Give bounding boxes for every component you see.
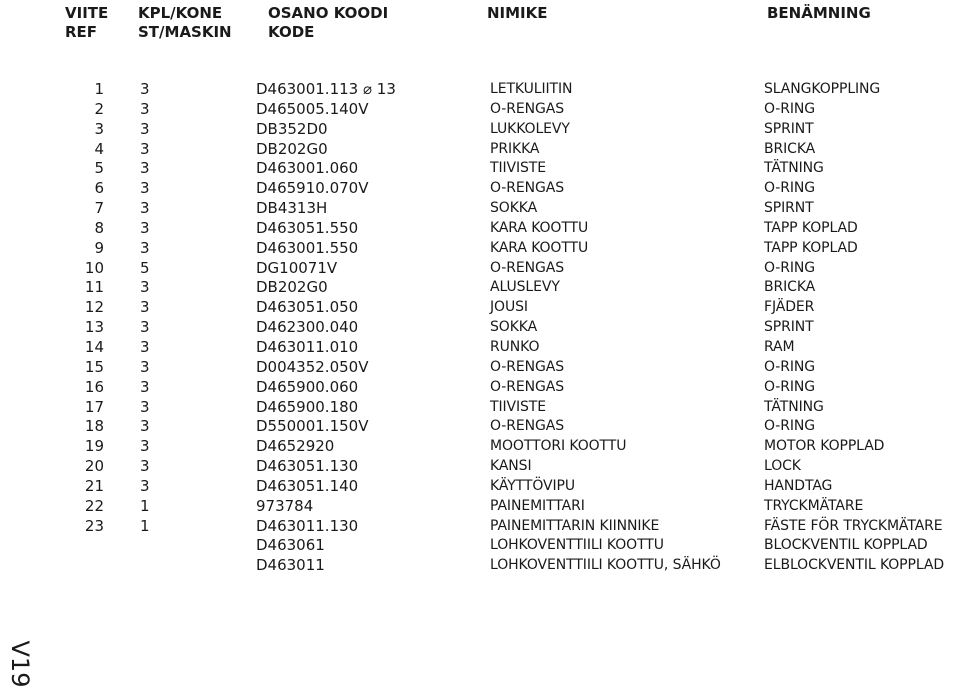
cell-benamning: TÄTNING: [764, 160, 824, 177]
header-qty-sv: ST/MASKIN: [138, 23, 232, 41]
cell-benamning: O-RING: [764, 358, 816, 375]
table-row: [0, 100, 960, 120]
cell-code: D463061: [256, 536, 325, 555]
cell-benamning: TÄTNING: [764, 398, 824, 415]
cell-name: O-RENGAS: [490, 259, 565, 276]
header-ref-en: REF: [65, 23, 98, 41]
cell-code: D465910.070V: [256, 179, 369, 198]
cell-code: DG10071V: [256, 258, 338, 277]
table-row: [0, 378, 960, 398]
table-row: [0, 417, 960, 437]
cell-name: O-RENGAS: [490, 418, 565, 435]
cell-name: PRIKKA: [490, 140, 540, 157]
table-row: [0, 437, 960, 457]
cell-benamning: BRICKA: [764, 140, 816, 157]
cell-benamning: LOCK: [764, 458, 801, 475]
cell-code: DB202G0: [256, 139, 328, 158]
cell-code: D465900.060: [256, 377, 359, 396]
cell-ref: 9: [94, 238, 104, 257]
cell-name: LETKULIITIN: [490, 81, 573, 97]
cell-qty: 3: [140, 139, 150, 158]
cell-qty: 3: [140, 457, 150, 476]
table-row: [0, 239, 960, 259]
table-row: [0, 477, 960, 497]
table-row: [0, 358, 960, 378]
cell-benamning: SLANGKOPPLING: [764, 81, 881, 97]
cell-code: D463051.050: [256, 298, 359, 317]
cell-ref: 23: [84, 516, 104, 535]
cell-benamning: SPRINT: [764, 319, 814, 336]
cell-name: JOUSI: [490, 299, 528, 316]
table-row: [0, 536, 960, 556]
cell-ref: 16: [84, 377, 104, 396]
cell-benamning: O-RING: [764, 100, 816, 117]
cell-qty: 3: [140, 298, 150, 317]
cell-qty: 1: [140, 496, 150, 515]
table-row: [0, 318, 960, 338]
page-number: V19: [6, 640, 34, 688]
cell-name: O-RENGAS: [490, 180, 565, 197]
cell-benamning: SPIRNT: [764, 200, 814, 217]
cell-name: PAINEMITTARIN KIINNIKE: [490, 517, 660, 534]
cell-ref: 12: [84, 298, 104, 317]
cell-qty: 3: [140, 377, 150, 396]
cell-benamning: FJÄDER: [764, 299, 815, 316]
cell-name: O-RENGAS: [490, 378, 565, 395]
header-qty-fi: KPL/KONE: [138, 4, 223, 22]
cell-benamning: ELBLOCKVENTIL KOPPLAD: [764, 557, 945, 574]
cell-code: D463001.113 ⌀ 13: [256, 80, 396, 98]
header-ref: [65, 4, 108, 42]
header-code: [268, 4, 388, 42]
cell-benamning: O-RING: [764, 418, 816, 435]
table-row: [0, 298, 960, 318]
cell-qty: 3: [140, 278, 150, 297]
cell-qty: 3: [140, 437, 150, 456]
cell-code: D463001.060: [256, 159, 359, 178]
cell-code: D463011.130: [256, 516, 359, 535]
cell-qty: 3: [140, 318, 150, 337]
cell-code: D465005.140V: [256, 99, 369, 118]
cell-qty: 3: [140, 99, 150, 118]
cell-code: D463051.130: [256, 457, 359, 476]
cell-code: D550001.150V: [256, 417, 369, 436]
cell-ref: 20: [84, 457, 104, 476]
header-benamning: [767, 4, 871, 23]
table-row: [0, 219, 960, 239]
cell-qty: 3: [140, 80, 150, 98]
cell-code: D4652920: [256, 437, 335, 456]
cell-code: DB352D0: [256, 119, 328, 138]
header-qty: [138, 4, 232, 42]
cell-benamning: SPRINT: [764, 120, 814, 137]
cell-name: TIIVISTE: [490, 160, 546, 177]
cell-qty: 3: [140, 357, 150, 376]
parts-table: [0, 80, 960, 576]
cell-qty: 3: [140, 179, 150, 198]
table-row: [0, 517, 960, 537]
header-code-sv: KODE: [268, 23, 315, 41]
table-row: [0, 80, 960, 100]
table-row: [0, 199, 960, 219]
cell-code: D463011.010: [256, 337, 359, 356]
cell-benamning: MOTOR KOPPLAD: [764, 438, 885, 455]
cell-benamning: TRYCKMÄTARE: [764, 497, 864, 514]
cell-ref: 4: [94, 139, 104, 158]
cell-benamning: BRICKA: [764, 279, 816, 296]
cell-name: RUNKO: [490, 338, 540, 355]
table-row: [0, 556, 960, 576]
cell-qty: 3: [140, 218, 150, 237]
cell-ref: 7: [94, 199, 104, 218]
table-row: [0, 457, 960, 477]
cell-ref: 6: [94, 179, 104, 198]
cell-benamning: TAPP KOPLAD: [764, 239, 858, 256]
cell-qty: 3: [140, 238, 150, 257]
table-row: [0, 398, 960, 418]
cell-code: D463001.550: [256, 238, 359, 257]
cell-code: D463051.550: [256, 218, 359, 237]
table-row: [0, 179, 960, 199]
cell-name: MOOTTORI KOOTTU: [490, 438, 627, 455]
cell-ref: 5: [94, 159, 104, 178]
cell-benamning: O-RING: [764, 259, 816, 276]
cell-code: DB4313H: [256, 199, 328, 218]
cell-name: KARA KOOTTU: [490, 219, 589, 236]
cell-name: PAINEMITTARI: [490, 497, 585, 514]
cell-ref: 22: [84, 496, 104, 515]
cell-ref: 1: [94, 80, 104, 98]
cell-ref: 19: [84, 437, 104, 456]
header-ref-fi: VIITE: [65, 4, 109, 22]
table-row: [0, 120, 960, 140]
cell-name: LOHKOVENTTIILI KOOTTU, SÄHKÖ: [490, 557, 721, 574]
table-row: [0, 497, 960, 517]
cell-code: D465900.180: [256, 397, 359, 416]
cell-ref: 8: [94, 218, 104, 237]
cell-code: D462300.040: [256, 318, 359, 337]
cell-ref: 2: [94, 99, 104, 118]
cell-name: LOHKOVENTTIILI KOOTTU: [490, 537, 664, 554]
cell-qty: 3: [140, 397, 150, 416]
cell-benamning: BLOCKVENTIL KOPPLAD: [764, 537, 928, 554]
cell-code: D463011: [256, 556, 325, 575]
cell-name: KANSI: [490, 458, 532, 475]
table-row: [0, 140, 960, 160]
cell-benamning: O-RING: [764, 378, 816, 395]
cell-qty: 3: [140, 417, 150, 436]
cell-ref: 11: [84, 278, 104, 297]
cell-benamning: O-RING: [764, 180, 816, 197]
cell-ref: 3: [94, 119, 104, 138]
cell-benamning: TAPP KOPLAD: [764, 219, 858, 236]
cell-ref: 17: [84, 397, 104, 416]
cell-name: KÄYTTÖVIPU: [490, 477, 576, 494]
cell-ref: 13: [84, 318, 104, 337]
header-code-fi: OSANO KOODI: [268, 4, 389, 22]
cell-name: KARA KOOTTU: [490, 239, 589, 256]
cell-benamning: RAM: [764, 338, 795, 355]
cell-code: D004352.050V: [256, 357, 369, 376]
table-row: [0, 159, 960, 179]
cell-name: SOKKA: [490, 200, 538, 217]
header-name-fi: NIMIKE: [487, 4, 548, 22]
cell-code: 973784: [256, 496, 314, 515]
cell-ref: 14: [84, 337, 104, 356]
cell-qty: 3: [140, 337, 150, 356]
cell-ref: 21: [84, 476, 104, 495]
cell-name: TIIVISTE: [490, 398, 546, 415]
table-row: [0, 338, 960, 358]
cell-name: O-RENGAS: [490, 358, 565, 375]
cell-qty: 3: [140, 119, 150, 138]
table-row: [0, 259, 960, 279]
cell-ref: 10: [84, 258, 104, 277]
cell-qty: 1: [140, 516, 150, 535]
cell-qty: 5: [140, 258, 150, 277]
cell-code: DB202G0: [256, 278, 328, 297]
cell-name: ALUSLEVY: [490, 279, 560, 296]
cell-benamning: FÄSTE FÖR TRYCKMÄTARE: [764, 517, 943, 534]
cell-qty: 3: [140, 199, 150, 218]
cell-qty: 3: [140, 159, 150, 178]
table-row: [0, 278, 960, 298]
cell-qty: 3: [140, 476, 150, 495]
cell-name: LUKKOLEVY: [490, 120, 570, 137]
cell-name: O-RENGAS: [490, 100, 565, 117]
cell-ref: 18: [84, 417, 104, 436]
page-label: [2, 636, 42, 692]
cell-code: D463051.140: [256, 476, 359, 495]
header-benamning-sv: BENÄMNING: [767, 4, 871, 22]
header-name: [487, 4, 548, 23]
cell-benamning: HANDTAG: [764, 477, 833, 494]
cell-ref: 15: [84, 357, 104, 376]
cell-name: SOKKA: [490, 319, 538, 336]
